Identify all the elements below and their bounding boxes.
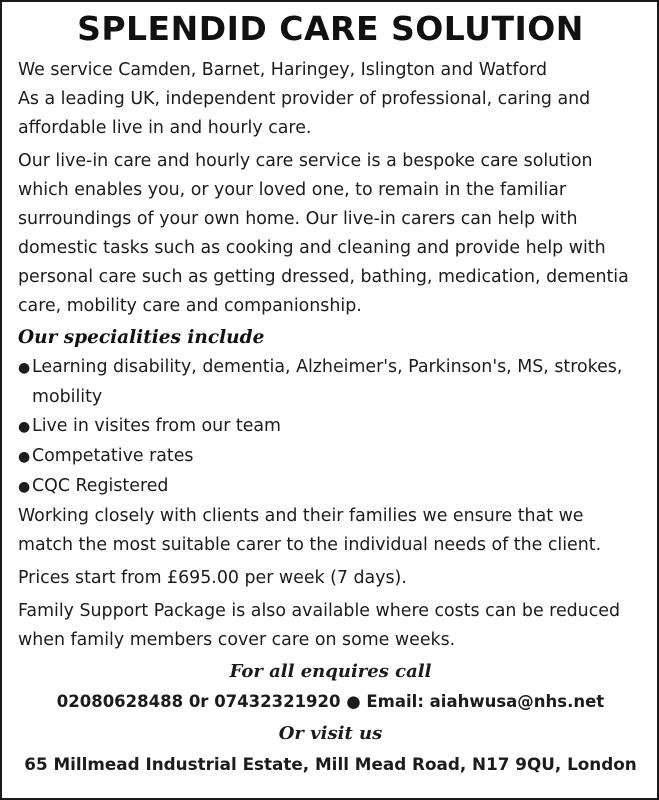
bullet-icon: ● — [18, 449, 31, 465]
provider-intro: As a leading UK, independent provider of professional, caring and affordable live in and hourly care. — [18, 89, 591, 138]
bullet-icon: ● — [18, 360, 31, 376]
bullet-icon: ● — [18, 419, 31, 435]
visit-heading: Or visit us — [278, 723, 383, 744]
email-label: Email: — [366, 692, 424, 711]
enquiries-heading: For all enquires call — [229, 661, 432, 682]
bullet-icon: ● — [18, 479, 31, 495]
specialities-heading: Our specialities include — [18, 327, 265, 348]
list-item: ● Learning disability, dementia, Alzheimer's, Parkinson's, MS, strokes, mobility — [18, 353, 643, 412]
family-support-paragraph: Family Support Package is also available where costs can be reduced when family members cover care on some weeks. — [18, 601, 621, 650]
phone-number-2[interactable]: 07432321920 — [214, 692, 341, 711]
specialities-list — [18, 353, 643, 502]
email-link[interactable]: aiahwusa@nhs.net — [429, 692, 605, 711]
contact-line — [18, 687, 643, 717]
or-separator: 0r — [188, 692, 209, 711]
list-item: ● CQC Registered — [18, 472, 643, 502]
matching-paragraph: Working closely with clients and their families we ensure that we match the most suitable carer to the individual needs of the client. — [18, 506, 602, 555]
phone-number-1[interactable]: 02080628488 — [56, 692, 184, 711]
prices-paragraph: Prices start from £695.00 per week (7 days). — [18, 568, 407, 588]
bullet-icon: ● — [346, 692, 361, 711]
list-item: ● Competative rates — [18, 442, 643, 472]
address: 65 Millmead Industrial Estate, Mill Mead Road, N17 9QU, London — [24, 754, 637, 774]
advert-title: SPLENDID CARE SOLUTION — [77, 9, 584, 48]
list-item: ● Live in visites from our team — [18, 412, 643, 442]
service-areas: We service Camden, Barnet, Haringey, Islington and Watford — [18, 60, 548, 80]
service-description: Our live-in care and hourly care service is a bespoke care solution which enables you, or your loved one, to remain in the familiar surroundings of your own home. Our live-in carers can help with domestic tasks such as cooking and cleaning and provide help with personal care such as getting dressed, bathing, medication, dementia care, mobility care and companionship. — [18, 151, 629, 316]
